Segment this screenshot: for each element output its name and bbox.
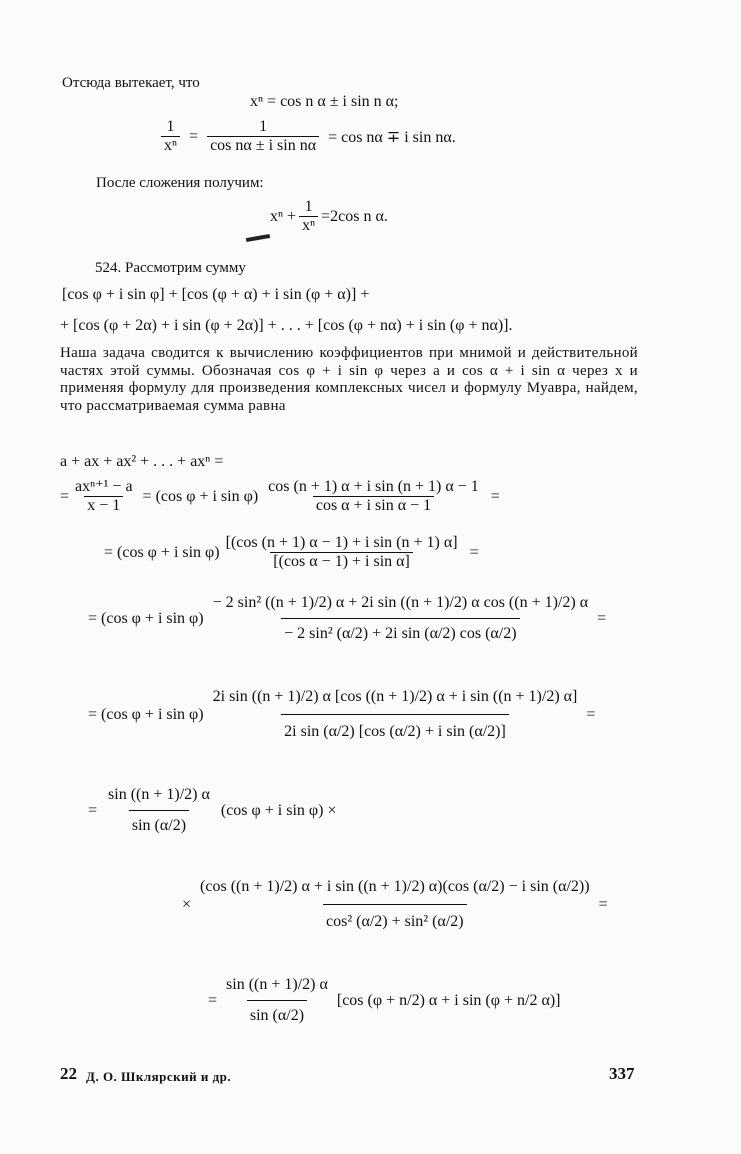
frac-den: xⁿ xyxy=(161,136,180,155)
times-sign: × xyxy=(182,895,192,913)
equation-rhs: =2cos n α. xyxy=(321,207,388,225)
frac-den: cos α + i sin α − 1 xyxy=(313,496,434,515)
page-number: 337 xyxy=(609,1064,635,1083)
frac-den: [(cos α − 1) + i sin α] xyxy=(270,552,413,571)
frac-num: cos (n + 1) α + i sin (n + 1) α − 1 xyxy=(268,478,479,495)
derivation-line-3 xyxy=(88,588,606,649)
frac-den: sin (α/2) xyxy=(247,1000,307,1031)
frac-den: − 2 sin² (α/2) + 2i sin (α/2) cos (α/2) xyxy=(281,618,519,649)
frac-den: cos nα ± i sin nα xyxy=(207,136,319,155)
sum-line-1: [cos φ + i sin φ] + [cos (φ + α) + i sin (φ + α)] + xyxy=(62,286,370,303)
frac-den: x − 1 xyxy=(84,496,123,515)
derivation-line-1 xyxy=(60,478,500,515)
derivation-line-5 xyxy=(88,780,337,841)
frac-num: 2i sin ((n + 1)/2) α [cos ((n + 1)/2) α + i sin ((n + 1)/2) α] xyxy=(212,688,578,705)
paragraph-text: Наша задача сводится к вычислению коэффициентов при мнимой и действительной частях этой суммы. Обозначая cos φ + i sin φ через a и cos α + i sin α через x и применяя формулу для произведения комплексных чисел и формулу Муавра, найдем, что рассматриваемая сумма равна xyxy=(60,345,638,414)
eq-sign: = xyxy=(598,895,608,913)
frac-num: − 2 sin² ((n + 1)/2) α + 2i sin ((n + 1)/2) α cos ((n + 1)/2) α xyxy=(212,594,589,611)
intro-text: Отсюда вытекает, что xyxy=(62,75,200,91)
equation-rhs: = cos nα ∓ i sin nα. xyxy=(328,128,456,146)
eq-sign: = xyxy=(469,543,479,561)
frac-den: sin (α/2) xyxy=(129,810,189,841)
eq-sign: = xyxy=(60,487,70,505)
problem-heading: 524. Рассмотрим сумму xyxy=(95,260,246,276)
frac-num: axⁿ⁺¹ − a xyxy=(75,478,133,495)
frac-den: 2i sin (α/2) [cos (α/2) + i sin (α/2)] xyxy=(281,714,509,749)
signature-number: 22 xyxy=(60,1064,77,1083)
eq-sign: = xyxy=(88,801,98,819)
factor: = (cos φ + i sin φ) xyxy=(88,609,204,627)
frac-num: 1 xyxy=(166,118,175,135)
equation-sum xyxy=(270,198,388,235)
frac-num: [(cos (n + 1) α − 1) + i sin (n + 1) α] xyxy=(225,534,458,551)
ink-mark xyxy=(246,234,270,242)
result-bracket: [cos (φ + n/2) α + i sin (φ + n/2 α)] xyxy=(336,991,561,1009)
eq-sign: = xyxy=(597,609,607,627)
after-add-text: После сложения получим: xyxy=(96,175,264,191)
eq-sign: = xyxy=(586,705,596,723)
derivation-line-6 xyxy=(182,870,608,939)
equation-reciprocal: $\frac{1}{\text{xⁿ}}$ = $\frac{1}{\text{cos nα ± i sin nα}}$ = cos nα ∓ i sin nα. xyxy=(158,118,456,155)
frac-den: xⁿ xyxy=(299,216,318,235)
sum-line-2: + [cos (φ + 2α) + i sin (φ + 2α)] + . . . + [cos (φ + nα) + i sin (φ + nα)]. xyxy=(60,317,513,334)
eq-sign: = xyxy=(490,487,500,505)
frac-num: 1 xyxy=(304,198,313,215)
factor: = (cos φ + i sin φ) xyxy=(142,487,259,505)
frac-num: (cos ((n + 1)/2) α + i sin ((n + 1)/2) α)(cos (α/2) − i sin (α/2)) xyxy=(200,878,590,895)
factor: = (cos φ + i sin φ) xyxy=(104,543,220,561)
frac-num: 1 xyxy=(259,118,268,135)
derivation-line-7 xyxy=(208,970,560,1031)
eq-sign: = xyxy=(208,991,218,1009)
equation-lhs: xⁿ + xyxy=(270,207,297,225)
factor: = (cos φ + i sin φ) xyxy=(88,705,204,723)
frac-num: sin ((n + 1)/2) α xyxy=(108,786,210,803)
signature-author: Д. О. Шклярский и др. xyxy=(86,1069,232,1084)
frac-den: cos² (α/2) + sin² (α/2) xyxy=(323,904,467,939)
factor: (cos φ + i sin φ) × xyxy=(220,801,337,819)
derivation-line-4 xyxy=(88,680,595,749)
frac-num: sin ((n + 1)/2) α xyxy=(226,976,328,993)
equation-power: xⁿ = cos n α ± i sin n α; xyxy=(250,93,399,110)
derivation-line-2 xyxy=(104,534,479,571)
series-line: a + ax + ax² + . . . + axⁿ = xyxy=(60,453,224,470)
